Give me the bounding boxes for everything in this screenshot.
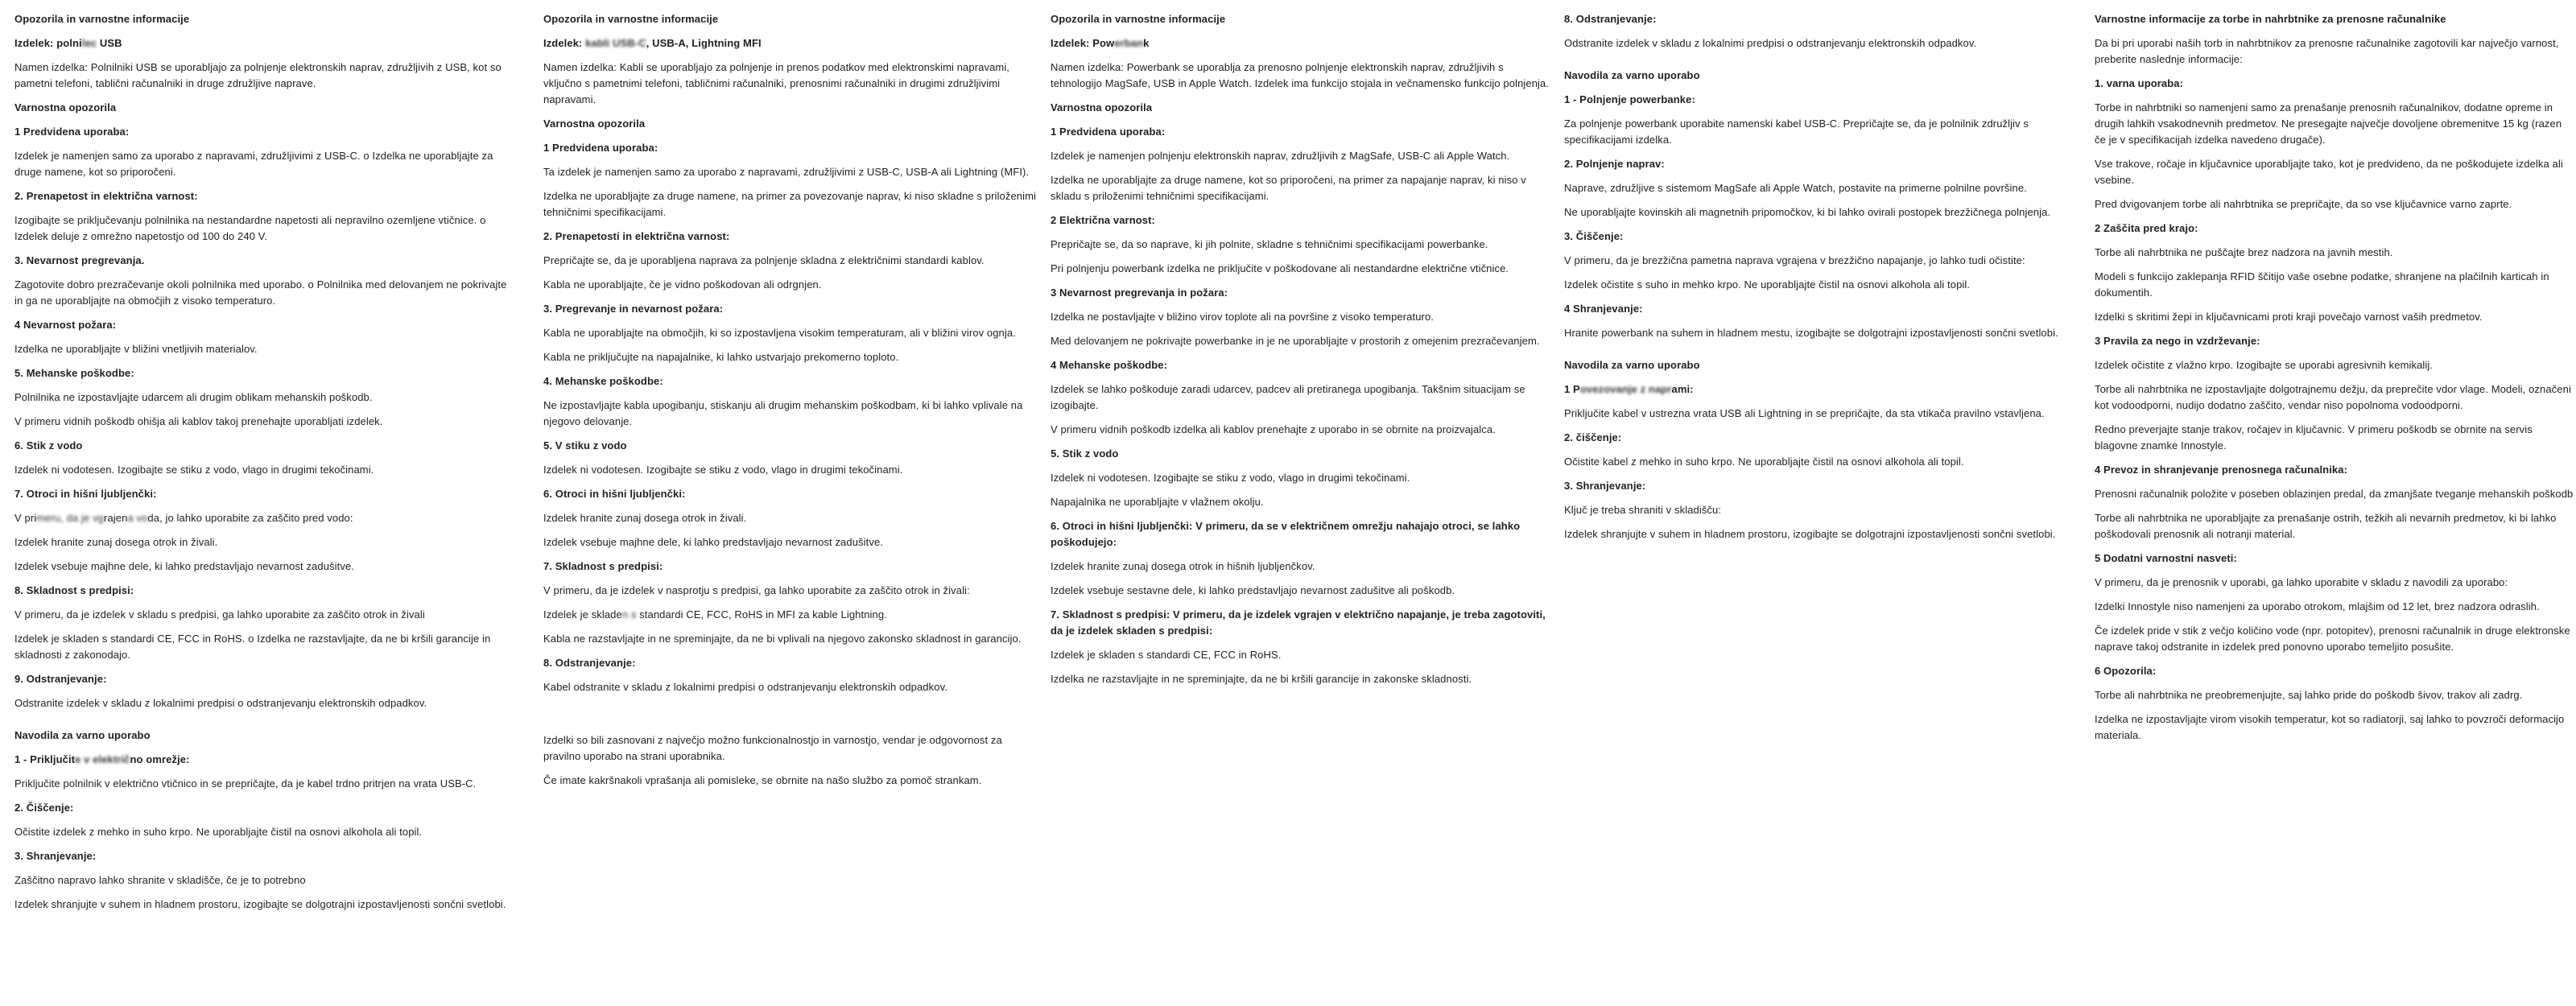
text-run: Opozorila in varnostne informacije (14, 13, 190, 25)
section-heading (543, 229, 1041, 245)
text-run: Ta izdelek je namenjen samo za uporabo z napravami, združljivimi z USB-C, USB-A ali Lightning (MFI). (543, 166, 1030, 178)
text-run: V pri (14, 512, 37, 524)
text-run: USB (97, 37, 122, 49)
section-heading (14, 752, 512, 768)
text-run: Izdelek shranjujte v suhem in hladnem prostoru, izogibajte se dolgotrajni izpostavljenosti sončni svetlobi. (14, 898, 506, 910)
text-run: k (1143, 37, 1150, 49)
text-run: Izdelka ne postavljajte v bližino virov toplote ali na površine z visoko temperaturo. (1051, 311, 1435, 323)
text-run: Kabel odstranite v skladu z lokalnimi predpisi o odstranjevanju elektronskih odpadkov. (543, 681, 947, 693)
text-run: Izdelek je skladen s standardi CE, FCC in RoHS. (1051, 649, 1282, 661)
section-heading (2095, 11, 2574, 27)
paragraph (543, 679, 1041, 695)
section-heading (1564, 381, 2071, 398)
text-run: Izdelek ni vodotesen. Izogibajte se stiku z vodo, vlago in drugimi tekočinami. (14, 464, 374, 476)
section-heading (543, 373, 1041, 390)
text-run: 3. Shranjevanje: (14, 850, 97, 862)
section-heading (14, 188, 512, 204)
paragraph (543, 60, 1041, 108)
section-heading (2095, 550, 2574, 567)
paragraph (14, 607, 512, 623)
text-run: Izdelek očistite z vlažno krpo. Izogibajte se uporabi agresivnih kemikalij. (2095, 359, 2434, 371)
text-run: V primeru vidnih poškodb ohišja ali kablov takoj prenehajte uporabljati izdelek. (14, 415, 383, 427)
text-run: Če izdelek pride v stik z večjo količino vode (npr. potopitev), prenosni računalnik in druge elektronske naprave takoj odstranite in izdelek pred ponovno uporabo temeljito posušite. (2095, 625, 2570, 653)
text-run: 7. Skladnost s predpisi: V primeru, da je izdelek vgrajen v električno napajanje, je treba zagotoviti, da je izdelek skladen s predpisi: (1051, 608, 1546, 637)
text-run: Med delovanjem ne pokrivajte powerbanke in je ne uporabljajte v prostorih z omejenim prezračevanjem. (1051, 335, 1540, 347)
text-run: 1 Predvidena uporaba: (1051, 126, 1166, 138)
paragraph (14, 60, 512, 92)
paragraph (14, 559, 512, 575)
paragraph (14, 341, 512, 357)
text-run: 9. Odstranjevanje: (14, 673, 107, 685)
text-run: 2 Zaščita pred krajo: (2095, 222, 2198, 234)
paragraph (14, 390, 512, 406)
blurred-text-run: lec (81, 37, 97, 49)
text-run: 2. Polnjenje naprav: (1564, 158, 1665, 170)
blurred-text-run: n s (621, 608, 637, 621)
paragraph (1564, 325, 2071, 341)
blurred-text-run: ovezovanje z napr (1579, 383, 1672, 395)
section-heading (543, 486, 1041, 502)
text-run: standardi CE, FCC, RoHS in MFI za kable Lightning. (636, 608, 887, 621)
paragraph (1051, 559, 1551, 575)
text-run: no omrežje: (130, 753, 190, 765)
paragraph (543, 631, 1041, 647)
paragraph (2095, 510, 2574, 542)
text-run: 6. Stik z vodo (14, 439, 83, 451)
section-heading (14, 438, 512, 454)
text-run: Kabla ne uporabljajte, če je vidno poškodovan ali odrgnjen. (543, 278, 822, 291)
text-run: Izdelek vsebuje sestavne dele, ki lahko predstavljajo nevarnost zadušitve ali poškodb. (1051, 584, 1455, 596)
text-run: Namen izdelka: Powerbank se uporablja za prenosno polnjenje elektronskih naprav, združljivih s tehnologijo MagSafe, USB in Apple Watch. Izdelek ima funkcijo stojala in večnamensko funkcijo polnjenja. (1051, 61, 1550, 89)
text-run: Redno preverjajte stanje trakov, ročajev in ključavnic. V primeru poškodb se obrnite na servis blagovne znamke Innostyle. (2095, 423, 2533, 451)
text-run: 3 Pravila za nego in vzdrževanje: (2095, 335, 2260, 347)
text-run: V primeru, da je prenosnik v uporabi, ga lahko uporabite v skladu z navodili za uporabo: (2095, 576, 2508, 588)
text-run: Izogibajte se priključevanju polnilnika na nestandardne napetosti ali nepravilno ozemljene vtičnice. o Izdelek deluje z omrežno napetostjo od 100 do 240 V. (14, 214, 486, 242)
paragraph (14, 695, 512, 711)
paragraph (543, 188, 1041, 221)
paragraph (2095, 687, 2574, 703)
paragraph (2095, 309, 2574, 325)
paragraph (14, 212, 512, 245)
text-run: Namen izdelka: Kabli se uporabljajo za polnjenje in prenos podatkov med elektronskimi napravami, vključno s pametnimi telefoni, tabličnimi računalniki, prenosnimi računalniki in drugimi združljivimi napravami. (543, 61, 1010, 105)
section-heading (543, 11, 1041, 27)
section-heading (1564, 229, 2071, 245)
paragraph (1051, 60, 1551, 92)
section-heading (1051, 285, 1551, 301)
text-run: 8. Skladnost s predpisi: (14, 584, 134, 596)
section-heading (14, 124, 512, 140)
paragraph (1051, 381, 1551, 414)
paragraph (2095, 196, 2574, 212)
text-run: 2. čiščenje: (1564, 431, 1622, 443)
text-run: Ne izpostavljajte kabla upogibanju, stiskanju ali drugim mehanskim poškodbam, ki bi lahko vplivale na njegovo delovanje. (543, 399, 1023, 427)
text-run: Prenosni računalnik položite v poseben oblazinjen predal, da zmanjšate tveganje mehanskih poškodb (2095, 488, 2574, 500)
text-run: Izdelek hranite zunaj dosega otrok in živali. (543, 512, 747, 524)
text-run: V primeru, da je izdelek v nasprotju s predpisi, ga lahko uporabite za zaščito otrok in živali: (543, 584, 970, 596)
text-run: Očistite kabel z mehko in suho krpo. Ne uporabljajte čistil na osnovi alkohola ali topil. (1564, 456, 1964, 468)
text-run: Izdelek: polni (14, 37, 82, 49)
section-heading (14, 253, 512, 269)
text-run: Torbe ali nahrbtnika ne preobremenjujte, saj lahko pride do poškodb šivov, trakov ali zadrg. (2095, 689, 2523, 701)
text-run: 7. Skladnost s predpisi: (543, 560, 663, 572)
text-run: V primeru, da je izdelek v skladu s predpisi, ga lahko uporabite za zaščito otrok in živali (14, 608, 425, 621)
text-run: 1 P (1564, 383, 1580, 395)
section-heading (14, 800, 512, 816)
paragraph (1051, 583, 1551, 599)
section-heading (14, 583, 512, 599)
text-run: 3. Nevarnost pregrevanja. (14, 254, 145, 266)
section-heading (14, 100, 512, 116)
text-run: Varnostna opozorila (1051, 101, 1153, 113)
section-heading (1564, 478, 2071, 494)
paragraph (2095, 100, 2574, 148)
text-run: 8. Odstranjevanje: (543, 657, 636, 669)
text-run: V primeru vidnih poškodb izdelka ali kablov prenehajte z uporabo in se obrnite na proizvajalca. (1051, 423, 1496, 435)
paragraph (543, 398, 1041, 430)
text-run: Zagotovite dobro prezračevanje okoli polnilnika med uporabo. o Polnilnika med delovanjem ne pokrivajte in ga ne uporabljajte na območjih z visoko temperaturo. (14, 278, 507, 307)
paragraph (2095, 35, 2574, 68)
text-run: 6. Otroci in hišni ljubljenčki: (543, 488, 686, 500)
text-run: 1 - Priključit (14, 753, 76, 765)
text-run: Varnostna opozorila (543, 118, 646, 130)
text-run: 1 Predvidena uporaba: (14, 126, 130, 138)
text-run: Izdelka ne uporabljajte v bližini vnetljivih materialov. (14, 343, 258, 355)
section-heading (1051, 11, 1551, 27)
paragraph (14, 462, 512, 478)
section-heading (2095, 221, 2574, 237)
blurred-text-run: kabli USB-C (585, 37, 646, 49)
text-run: Izdelki s skritimi žepi in ključavnicami proti kraji povečajo varnost vaših predmetov. (2095, 311, 2483, 323)
text-run: Očistite izdelek z mehko in suho krpo. Ne uporabljajte čistil na osnovi alkohola ali topil. (14, 826, 423, 838)
paragraph (1564, 180, 2071, 196)
paragraph (2095, 381, 2574, 414)
section-heading (14, 671, 512, 687)
paragraph (2095, 357, 2574, 373)
text-run: Izdelek hranite zunaj dosega otrok in živali. (14, 536, 218, 548)
paragraph (1564, 116, 2071, 148)
section-heading (543, 559, 1041, 575)
section-heading (1051, 607, 1551, 639)
text-run: Izdelek je skladen s standardi CE, FCC in RoHS. o Izdelka ne razstavljajte, da ne bi kršili garancije in skladnosti z zakonodajo. (14, 633, 491, 661)
blurred-text-run: e v električ (75, 753, 130, 765)
section-heading (1564, 301, 2071, 317)
paragraph (14, 148, 512, 180)
text-run: Naprave, združljive s sistemom MagSafe ali Apple Watch, postavite na primerne polnilne površine. (1564, 182, 2027, 194)
text-run: Torbe ali nahrbtnika ne izpostavljajte dolgotrajnemu dežju, da preprečite vdor vlage. Modeli, označeni kot vodoodporni, nudijo dodatno zaščito, vendar niso popolnoma vodoodporni. (2095, 383, 2571, 411)
text-run: Pri polnjenju powerbank izdelka ne priključite v poškodovane ali nestandardne električne vtičnice. (1051, 262, 1509, 274)
text-run: Kabla ne priključujte na napajalnike, ki lahko ustvarjajo prekomerno toploto. (543, 351, 899, 363)
text-run: Torbe ali nahrbtnika ne puščajte brez nadzora na javnih mestih. (2095, 246, 2393, 258)
paragraph (14, 776, 512, 792)
text-run: Izdelki so bili zasnovani z največjo možno funkcionalnostjo in varnostjo, vendar je odgovornost za pravilno uporabo na strani uporabnika. (543, 734, 1002, 762)
paragraph (2095, 575, 2574, 591)
section-heading (14, 35, 512, 52)
text-run: V primeru, da je brezžična pametna naprava vgrajena v brezžično napajanje, jo lahko tudi očistite: (1564, 254, 2025, 266)
paragraph (2095, 269, 2574, 301)
text-run: Torbe in nahrbtniki so namenjeni samo za prenašanje prenosnih računalnikov, dodatne opreme in drugih lahkih vsakodnevnih predmetov. Ne presegajte največje dovoljene obremenitve 15 kg (razen če je v specifikacijah izdelka navedeno drugače). (2095, 101, 2562, 146)
text-run: Izdelek: Pow (1051, 37, 1115, 49)
section-heading (14, 486, 512, 502)
text-run: Navodila za varno uporabo (14, 729, 151, 741)
paragraph (1051, 494, 1551, 510)
section-heading (543, 35, 1041, 52)
text-run: Izdelek se lahko poškoduje zaradi udarcev, padcev ali pretiranega upogibanja. Takšnim situacijam se izogibajte. (1051, 383, 1525, 411)
text-run: 3. Čiščenje: (1564, 230, 1624, 242)
paragraph (1051, 261, 1551, 277)
text-run: 6. Otroci in hišni ljubljenčki: V primeru, da se v električnem omrežju nahajajo otroci, se lahko poškodujejo: (1051, 520, 1521, 548)
text-run: 3. Shranjevanje: (1564, 480, 1646, 492)
section-heading (14, 728, 512, 744)
text-run: Odstranite izdelek v skladu z lokalnimi predpisi o odstranjevanju elektronskih odpadkov. (14, 697, 427, 709)
section-heading (14, 317, 512, 333)
paragraph (543, 583, 1041, 599)
text-run: Opozorila in varnostne informacije (543, 13, 719, 25)
paragraph (14, 897, 512, 913)
text-run: Navodila za varno uporabo (1564, 359, 1700, 371)
text-run: 2 Električna varnost: (1051, 214, 1155, 226)
paragraph (1564, 502, 2071, 518)
paragraph (543, 773, 1041, 789)
section-heading (1564, 68, 2071, 84)
text-run: Izdelek: (543, 37, 586, 49)
paragraph (1051, 172, 1551, 204)
paragraph (543, 277, 1041, 293)
section-heading (543, 655, 1041, 671)
text-run: 7. Otroci in hišni ljubljenčki: (14, 488, 157, 500)
text-run: Kabla ne razstavljajte in ne spreminjajte, da ne bi vplivali na njegovo zakonsko skladnost in garancijo. (543, 633, 1022, 645)
paragraph (14, 631, 512, 663)
section-heading (1051, 35, 1551, 52)
text-run: Ne uporabljajte kovinskih ali magnetnih pripomočkov, ki bi lahko ovirali postopek brezžičnega polnjenja. (1564, 206, 2051, 218)
text-run: Vse trakove, ročaje in ključavnice uporabljajte tako, kot je predvideno, da ne poškodujete izdelka ali vsebine. (2095, 158, 2563, 186)
section-heading (2095, 76, 2574, 92)
text-run: Izdelek je namenjen samo za uporabo z napravami, združljivimi z USB-C. o Izdelka ne uporabljajte za druge namene, kot so priporočeni. (14, 150, 493, 178)
paragraph (543, 325, 1041, 341)
text-run: Torbe ali nahrbtnika ne uporabljajte za prenašanje ostrih, težkih ali nevarnih predmetov, ki bi lahko poškodovali prenosnik ali notranji material. (2095, 512, 2557, 540)
text-run: Izdelek je sklade (543, 608, 622, 621)
section-heading (543, 438, 1041, 454)
text-run: Pred dvigovanjem torbe ali nahrbtnika se prepričajte, da so vse ključavnice varno zaprte. (2095, 198, 2512, 210)
text-run: , USB-A, Lightning MFI (646, 37, 762, 49)
section-heading (1564, 11, 2071, 27)
section-heading (1051, 124, 1551, 140)
paragraph (2095, 599, 2574, 615)
section-heading (1051, 100, 1551, 116)
section-heading (2095, 663, 2574, 679)
paragraph (1051, 333, 1551, 349)
text-run: rajen (104, 512, 128, 524)
paragraph (1051, 671, 1551, 687)
section-heading (1051, 357, 1551, 373)
paragraph (543, 534, 1041, 550)
text-run: Izdelek očistite s suho in mehko krpo. Ne uporabljajte čistil na osnovi alkohola ali topil. (1564, 278, 1971, 291)
paragraph (543, 510, 1041, 526)
text-run: Opozorila in varnostne informacije (1051, 13, 1226, 25)
text-run: Izdelka ne uporabljajte za druge namene, kot so priporočeni, na primer za napajanje naprav, ki niso v skladu s priloženimi tehničnimi specifikacijami. (1051, 174, 1526, 202)
section-heading (2095, 333, 2574, 349)
text-run: Zaščitno napravo lahko shranite v skladišče, če je to potrebno (14, 874, 306, 886)
section-heading (1564, 357, 2071, 373)
text-run: Varnostne informacije za torbe in nahrbtnike za prenosne računalnike (2095, 13, 2446, 25)
column-usage-instructions (1564, 11, 2071, 550)
paragraph (1051, 237, 1551, 253)
section-heading (543, 116, 1041, 132)
section-heading (2095, 462, 2574, 478)
text-run: 4 Prevoz in shranjevanje prenosnega računalnika: (2095, 464, 2348, 476)
text-run: 4 Nevarnost požara: (14, 319, 117, 331)
paragraph (1564, 454, 2071, 470)
text-run: 6 Opozorila: (2095, 665, 2157, 677)
text-run: 2. Prenapetosti in električna varnost: (543, 230, 730, 242)
paragraph (2095, 623, 2574, 655)
blurred-text-run: meru, da je vg (36, 512, 105, 524)
section-heading (1051, 212, 1551, 229)
text-run: 2. Čiščenje: (14, 802, 74, 814)
text-run: 4 Shranjevanje: (1564, 303, 1643, 315)
paragraph (1051, 470, 1551, 486)
paragraph (543, 164, 1041, 180)
text-run: Odstranite izdelek v skladu z lokalnimi predpisi o odstranjevanju elektronskih odpadkov. (1564, 37, 1977, 49)
text-run: Da bi pri uporabi naših torb in nahrbtnikov za prenosne računalnike zagotovili kar največjo varnost, preberite naslednje informacije: (2095, 37, 2559, 65)
text-run: Polnilnika ne izpostavljajte udarcem ali drugim oblikam mehanskih poškodb. (14, 391, 373, 403)
text-run: 3. Pregrevanje in nevarnost požara: (543, 303, 724, 315)
paragraph (1051, 309, 1551, 325)
text-run: Priključite polnilnik v električno vtičnico in se prepričajte, da je kabel trdno pritrjen na vrata USB-C. (14, 777, 477, 790)
text-run: Izdelek ni vodotesen. Izogibajte se stiku z vodo, vlago in drugimi tekočinami. (1051, 472, 1410, 484)
text-run: Izdelki Innostyle niso namenjeni za uporabo otrokom, mlajšim od 12 let, brez nadzora odraslih. (2095, 600, 2540, 612)
text-run: Izdelka ne razstavljajte in ne spreminjajte, da ne bi kršili garancije in zakonske skladnosti. (1051, 673, 1472, 685)
text-run: Izdelek vsebuje majhne dele, ki lahko predstavljajo nevarnost zadušitve. (543, 536, 883, 548)
column-laptop-bags (2095, 11, 2574, 752)
text-run: Izdelek hranite zunaj dosega otrok in hišnih ljubljenčkov. (1051, 560, 1315, 572)
text-run: Izdelek ni vodotesen. Izogibajte se stiku z vodo, vlago in drugimi tekočinami. (543, 464, 903, 476)
paragraph (1564, 35, 2071, 52)
text-run: Če imate kakršnakoli vprašanja ali pomisleke, se obrnite na našo službo za pomoč strankam. (543, 774, 982, 786)
section-heading (14, 365, 512, 381)
section-heading (14, 11, 512, 27)
paragraph (2095, 245, 2574, 261)
paragraph (2095, 156, 2574, 188)
text-run: 8. Odstranjevanje: (1564, 13, 1657, 25)
text-run: Za polnjenje powerbank uporabite namenski kabel USB-C. Prepričajte se, da je polnilnik združljiv s specifikacijami izdelka. (1564, 118, 2029, 146)
text-run: da, jo lahko uporabite za zaščito pred vodo: (147, 512, 353, 524)
blurred-text-run: erban (1114, 37, 1144, 49)
paragraph (1564, 277, 2071, 293)
paragraph (14, 872, 512, 888)
section-heading (1051, 518, 1551, 550)
column-powerbank (1051, 11, 1551, 695)
paragraph (2095, 711, 2574, 744)
text-run: 1 - Polnjenje powerbanke: (1564, 93, 1695, 105)
paragraph (543, 349, 1041, 365)
text-run: Prepričajte se, da je uporabljena naprava za polnjenje skladna z električnimi standardi kablov. (543, 254, 985, 266)
section-heading (14, 848, 512, 864)
text-run: Izdelek je namenjen polnjenju elektronskih naprav, združljivih z MagSafe, USB-C ali Apple Watch. (1051, 150, 1510, 162)
text-run: Izdelka ne uporabljajte za druge namene, na primer za povezovanje naprav, ki niso skladne s priloženimi tehničnimi specifikacijami. (543, 190, 1037, 218)
text-run: Kabla ne uporabljajte na območjih, ki so izpostavljena visokim temperaturam, ali v bližini virov ognja. (543, 327, 1016, 339)
section-heading (543, 140, 1041, 156)
paragraph (543, 253, 1041, 269)
text-run: Napajalnika ne uporabljajte v vlažnem okolju. (1051, 496, 1264, 508)
paragraph (543, 607, 1041, 623)
text-run: 5. V stiku z vodo (543, 439, 627, 451)
text-run: Varnostna opozorila (14, 101, 117, 113)
text-run: Hranite powerbank na suhem in hladnem mestu, izogibajte se dolgotrajni izpostavljenosti sončni svetlobi. (1564, 327, 2058, 339)
section-heading (1051, 446, 1551, 462)
text-run: Namen izdelka: Polnilniki USB se uporabljajo za polnjenje elektronskih naprav, združljivih z USB, kot so pametni telefoni, tablični računalniki in druge združljive naprave. (14, 61, 502, 89)
paragraph (1564, 204, 2071, 221)
text-run: 4. Mehanske poškodbe: (543, 375, 663, 387)
text-run: 2. Prenapetost in električna varnost: (14, 190, 198, 202)
text-run: 4 Mehanske poškodbe: (1051, 359, 1168, 371)
paragraph (1564, 253, 2071, 269)
text-run: Prepričajte se, da so naprave, ki jih polnite, skladne s tehničnimi specifikacijami powerbanke. (1051, 238, 1488, 250)
paragraph (543, 732, 1041, 765)
text-run: Izdelek vsebuje majhne dele, ki lahko predstavljajo nevarnost zadušitve. (14, 560, 354, 572)
text-run: Izdelek shranjujte v suhem in hladnem prostoru, izogibajte se dolgotrajni izpostavljenosti sončni svetlobi. (1564, 528, 2056, 540)
paragraph (1564, 526, 2071, 542)
section-heading (1564, 430, 2071, 446)
paragraph (1051, 647, 1551, 663)
text-run: Modeli s funkcijo zaklepanja RFID ščitijo vaše osebne podatke, shranjene na plačilnih karticah in dokumentih. (2095, 270, 2549, 299)
paragraph (2095, 422, 2574, 454)
text-run: 5 Dodatni varnostni nasveti: (2095, 552, 2237, 564)
paragraph (1564, 406, 2071, 422)
column-cables (543, 11, 1041, 797)
paragraph (14, 414, 512, 430)
text-run: 1 Predvidena uporaba: (543, 142, 658, 154)
paragraph (14, 277, 512, 309)
blurred-text-run: a vo (127, 512, 148, 524)
paragraph (14, 534, 512, 550)
text-run: Navodila za varno uporabo (1564, 69, 1700, 81)
paragraph (2095, 486, 2574, 502)
text-run: 1. varna uporaba: (2095, 77, 2184, 89)
text-run: 3 Nevarnost pregrevanja in požara: (1051, 287, 1228, 299)
paragraph (1051, 422, 1551, 438)
paragraph (14, 824, 512, 840)
section-heading (1564, 92, 2071, 108)
text-run: Ključ je treba shraniti v skladišču: (1564, 504, 1722, 516)
column-usb-charger (14, 11, 512, 921)
text-run: 5. Stik z vodo (1051, 447, 1119, 460)
paragraph (14, 510, 512, 526)
section-heading (543, 301, 1041, 317)
text-run: ami: (1671, 383, 1694, 395)
section-heading (1564, 156, 2071, 172)
text-run: 5. Mehanske poškodbe: (14, 367, 134, 379)
text-run: Izdelka ne izpostavljajte virom visokih temperatur, kot so radiatorji, saj lahko to povzroči deformacijo materiala. (2095, 713, 2565, 741)
paragraph (1051, 148, 1551, 164)
paragraph (543, 462, 1041, 478)
text-run: Priključite kabel v ustrezna vrata USB ali Lightning in se prepričajte, da sta vtikača pravilno vstavljena. (1564, 407, 2045, 419)
